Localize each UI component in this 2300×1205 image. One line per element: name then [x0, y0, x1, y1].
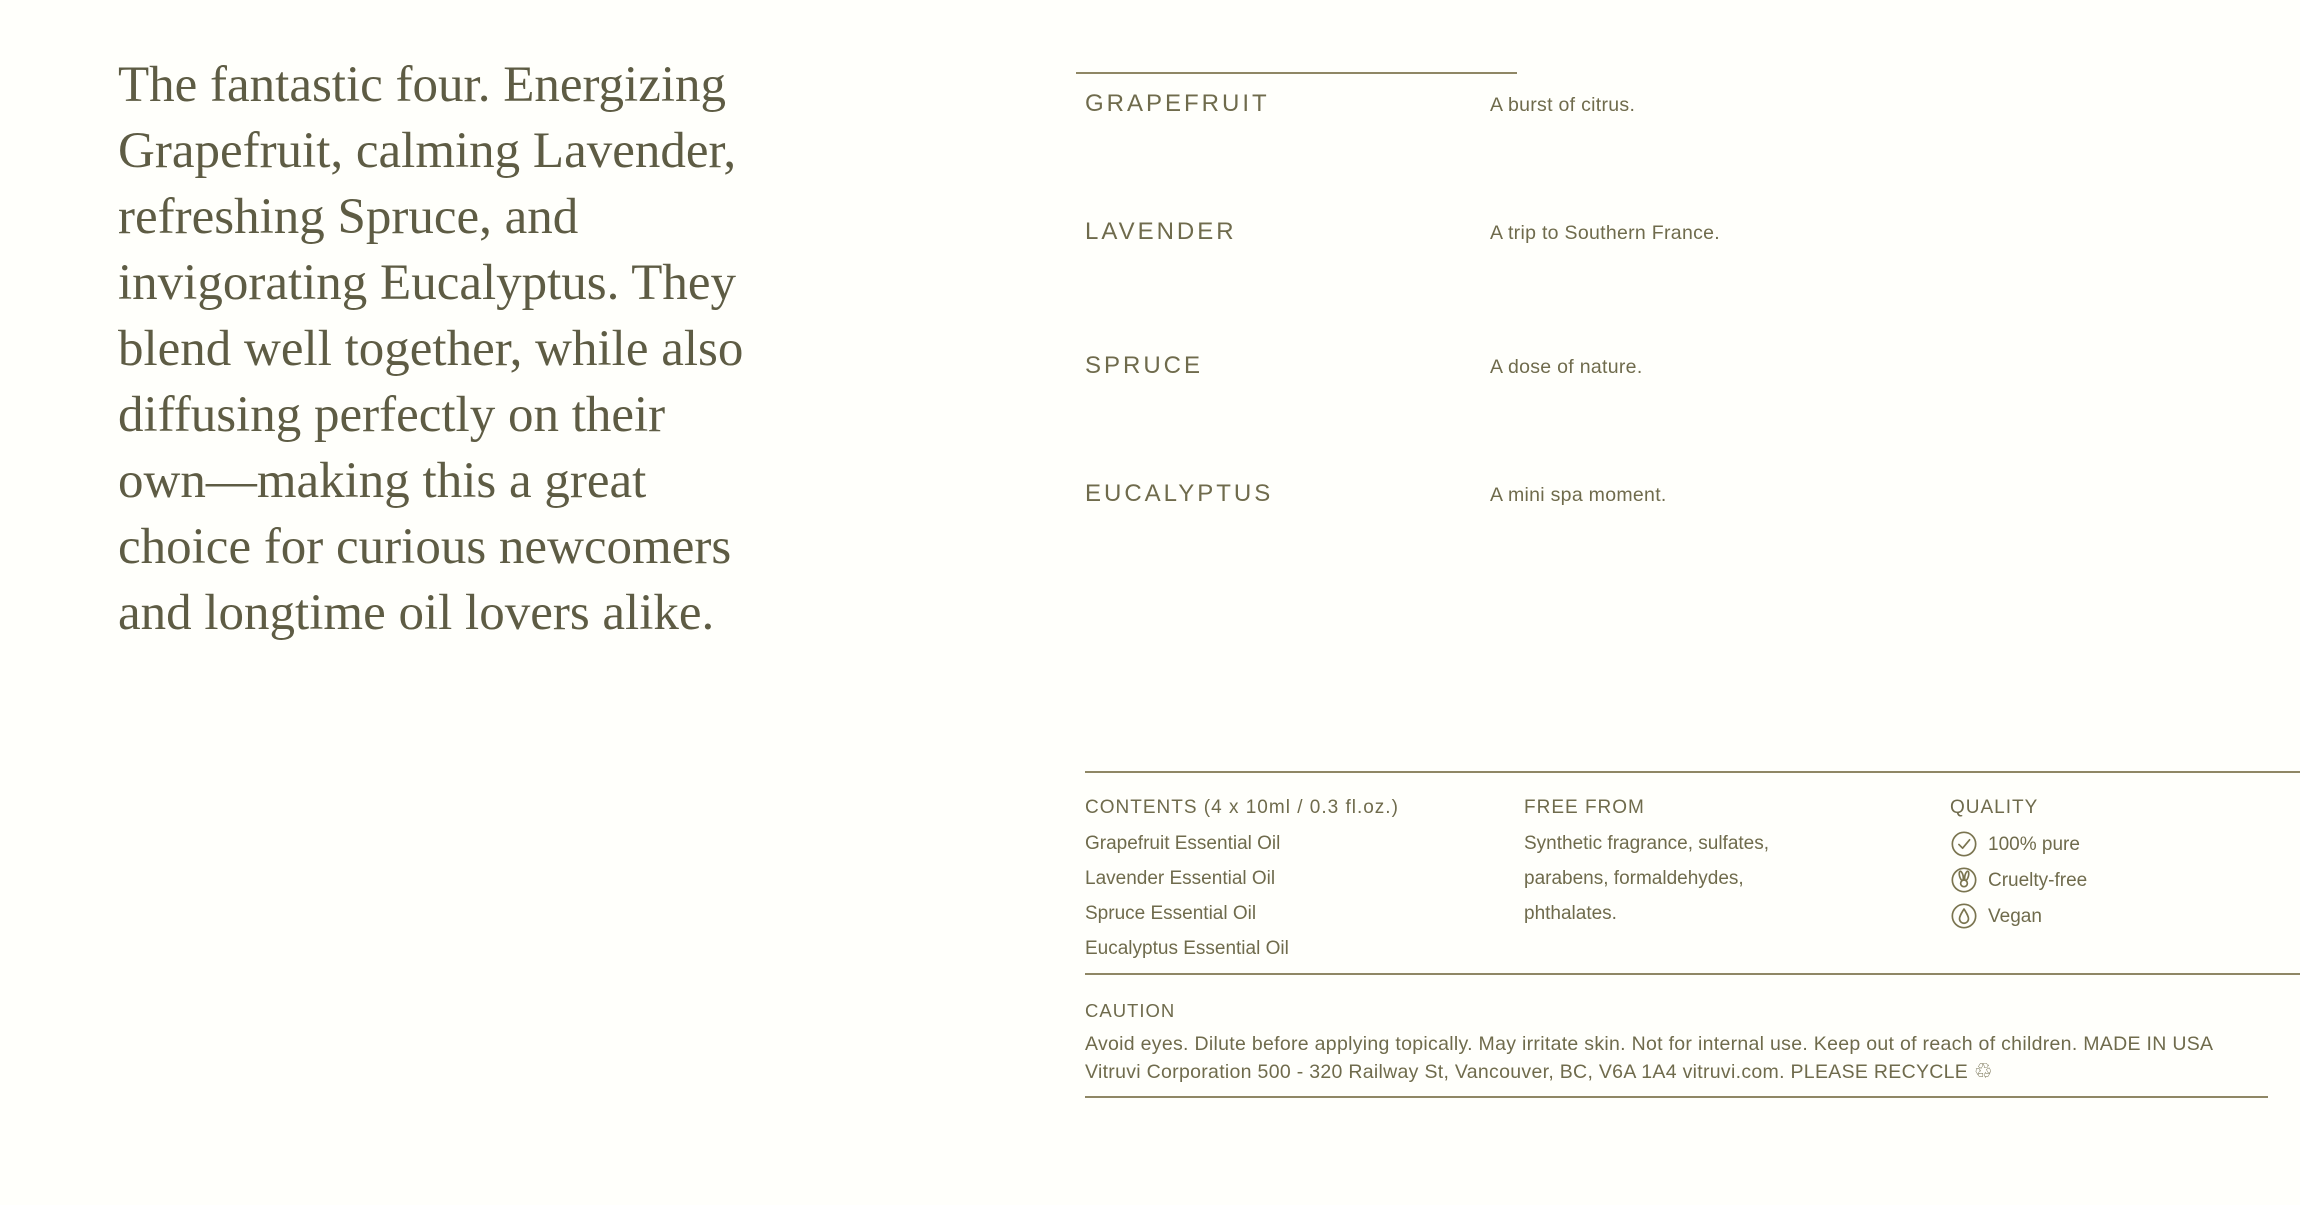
quality-label: Cruelty-free [1988, 869, 2088, 891]
caution-address-text: Vitruvi Corporation 500 - 320 Railway St, Vancouver, BC, V6A 1A4 vitruvi.com. PLEASE RECYCLE [1085, 1061, 1969, 1083]
oil-name: EUCALYPTUS [1085, 480, 1274, 507]
oil-name: GRAPEFRUIT [1085, 90, 1270, 117]
free-from-line: parabens, formaldehydes, [1524, 868, 1744, 889]
check-circle-icon [1950, 830, 1978, 858]
oil-description: A trip to Southern France. [1490, 222, 1721, 244]
contents-item: Lavender Essential Oil [1085, 868, 1276, 889]
oil-description: A burst of citrus. [1490, 94, 1636, 116]
intro-line: and longtime oil lovers alike. [118, 585, 715, 641]
contents-item: Grapefruit Essential Oil [1085, 833, 1281, 854]
recycle-icon: ♲ [1973, 1060, 1993, 1083]
quality-label: 100% pure [1988, 833, 2080, 855]
oil-description: A mini spa moment. [1490, 484, 1667, 506]
oil-row-spruce [1085, 352, 2185, 380]
oil-row-lavender [1085, 218, 2185, 246]
bottom-divider [1085, 1096, 2268, 1098]
quality-label: Vegan [1988, 905, 2042, 927]
oil-row-grapefruit [1085, 90, 2185, 118]
caution-heading: CAUTION [1085, 1000, 1176, 1021]
oil-name: SPRUCE [1085, 352, 1204, 379]
intro-line: The fantastic four. Energizing [118, 57, 727, 113]
quality-heading: QUALITY [1950, 797, 2039, 818]
contents-item: Eucalyptus Essential Oil [1085, 938, 1289, 959]
intro-line: choice for curious newcomers [118, 519, 732, 575]
contents-heading: CONTENTS (4 x 10ml / 0.3 fl.oz.) [1085, 797, 1399, 818]
droplet-circle-icon [1950, 902, 1978, 930]
free-from-heading: FREE FROM [1524, 797, 1645, 818]
contents-section [1085, 790, 1515, 966]
intro-paragraph [118, 52, 918, 646]
table-top-divider [1076, 72, 1517, 74]
oil-name: LAVENDER [1085, 218, 1237, 245]
intro-line: diffusing perfectly on their [118, 387, 666, 443]
oil-row-eucalyptus [1085, 480, 2185, 508]
caution-line [1085, 1058, 2300, 1086]
intro-line: refreshing Spruce, and [118, 189, 579, 245]
caution-section [1085, 1000, 2300, 1086]
quality-section [1950, 790, 2300, 934]
caution-line: Avoid eyes. Dilute before applying topically. May irritate skin. Not for internal use. Keep out of reach of children. MADE IN USA [1085, 1033, 2214, 1055]
free-from-line: phthalates. [1524, 903, 1617, 924]
intro-line: own—making this a great [118, 453, 647, 509]
contents-item: Spruce Essential Oil [1085, 903, 1257, 924]
free-from-line: Synthetic fragrance, sulfates, [1524, 833, 1770, 854]
free-from-section [1524, 790, 1939, 931]
quality-item-pure [1950, 826, 2300, 862]
rabbit-circle-icon [1950, 866, 1978, 894]
intro-line: Grapefruit, calming Lavender, [118, 123, 737, 179]
quality-item-cruelty-free [1950, 862, 2300, 898]
oil-description: A dose of nature. [1490, 356, 1643, 378]
details-top-divider [1085, 771, 2300, 773]
intro-line: invigorating Eucalyptus. They [118, 255, 737, 311]
caution-top-divider [1085, 973, 2300, 975]
intro-line: blend well together, while also [118, 321, 744, 377]
quality-item-vegan [1950, 898, 2300, 934]
